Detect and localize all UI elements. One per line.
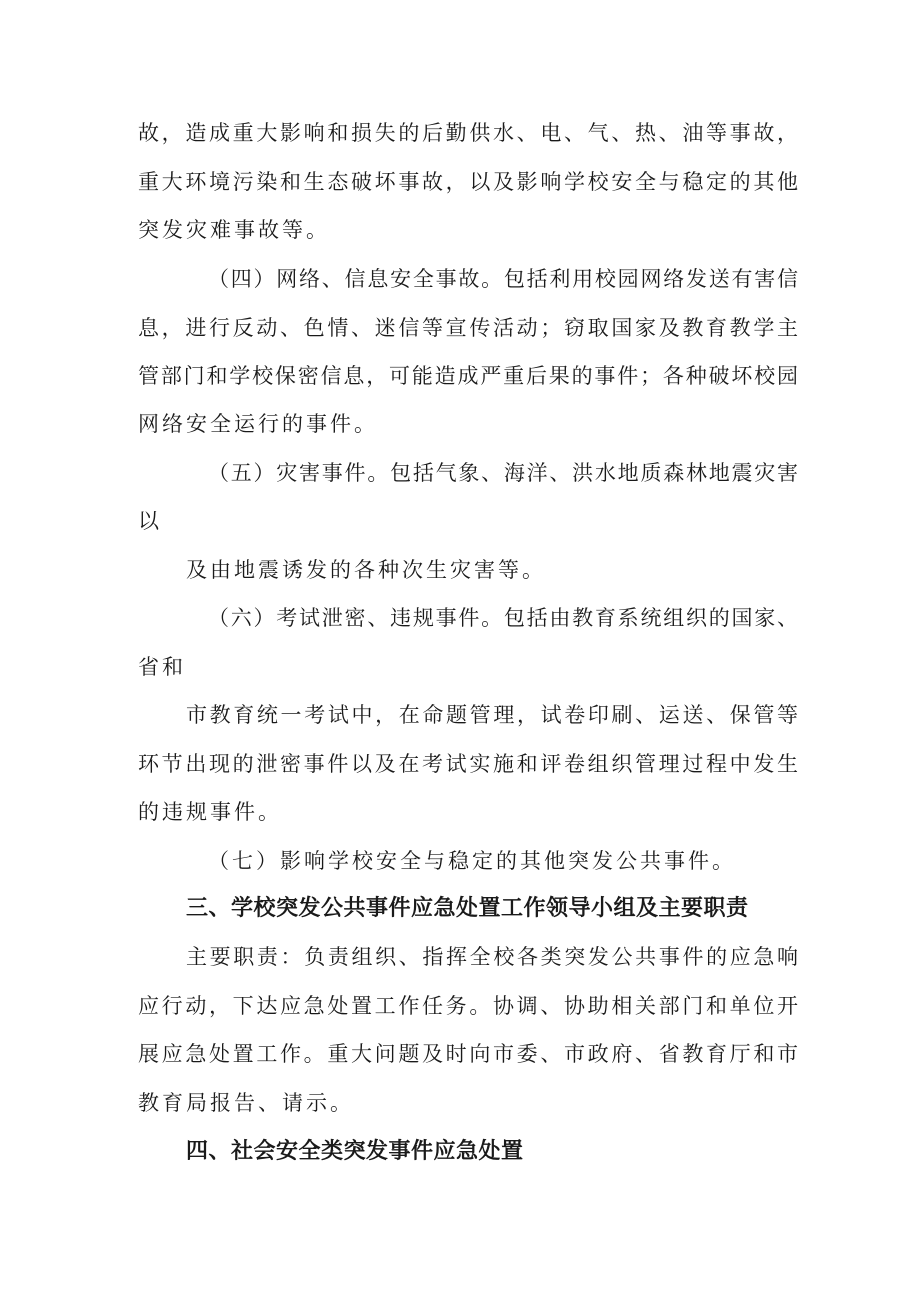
text-line: 环节出现的泄密事件以及在考试实施和评卷组织管理过程中发生 <box>138 752 798 776</box>
text-line: （六）考试泄密、违规事件。包括由教育系统组织的国家、 <box>208 606 798 630</box>
text-line: （四）网络、信息安全事故。包括利用校园网络发送有害信 <box>208 267 798 291</box>
text-line: （五）灾害事件。包括气象、海洋、洪水地质森林地震灾害 <box>208 461 798 485</box>
text-line: 的违规事件。 <box>138 800 282 824</box>
text-line: 应行动，下达应急处置工作任务。协调、协助相关部门和单位开 <box>138 994 798 1018</box>
text-line: 展应急处置工作。重大问题及时向市委、市政府、省教育厅和市 <box>138 1042 798 1066</box>
text-line: 及由地震诱发的各种次生灾害等。 <box>186 558 546 582</box>
text-line: 息，进行反动、色情、迷信等宣传活动；窃取国家及教育教学主 <box>138 316 798 340</box>
text-line: 主要职责：负责组织、指挥全校各类突发公共事件的应急响 <box>186 945 798 969</box>
section-heading: 三、学校突发公共事件应急处置工作领导小组及主要职责 <box>186 896 749 921</box>
text-line: 重大环境污染和生态破坏事故，以及影响学校安全与稳定的其他 <box>138 170 798 194</box>
text-line: 教育局报告、请示。 <box>138 1091 354 1115</box>
section-heading: 四、社会安全类突发事件应急处置 <box>186 1139 524 1164</box>
text-line: 省和 <box>138 655 186 679</box>
text-line: 市教育统一考试中，在命题管理，试卷印刷、运送、保管等 <box>186 703 798 727</box>
text-line: 故，造成重大影响和损失的后勤供水、电、气、热、油等事故， <box>138 121 798 145</box>
text-line: 网络安全运行的事件。 <box>138 412 378 436</box>
text-line: 突发灾难事故等。 <box>138 218 330 242</box>
text-line: 管部门和学校保密信息，可能造成严重后果的事件；各种破坏校园 <box>138 364 798 388</box>
text-line: （七）影响学校安全与稳定的其他突发公共事件。 <box>208 849 736 873</box>
text-line: 以 <box>138 509 162 533</box>
